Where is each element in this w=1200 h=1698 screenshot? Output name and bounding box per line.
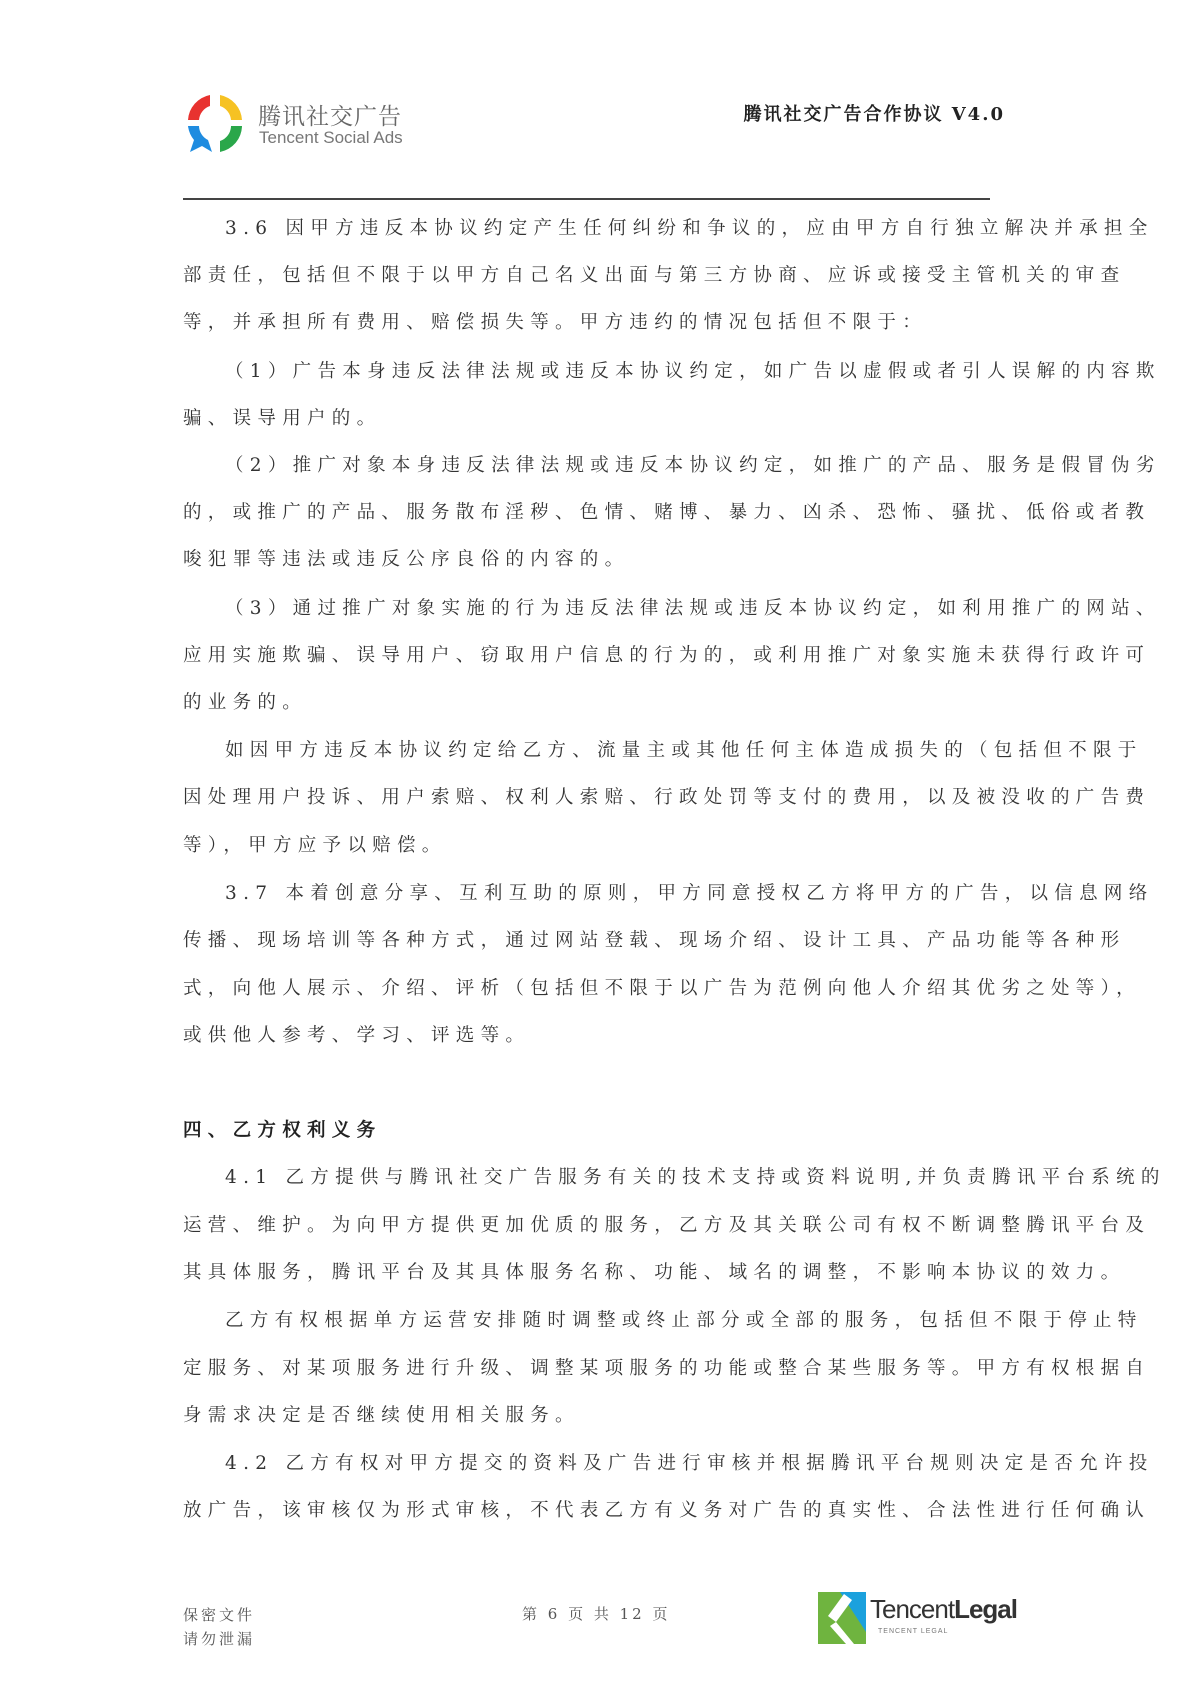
text-line: 4.1 乙方提供与腾讯社交广告服务有关的技术支持或资料说明,并负责腾讯平台系统的	[225, 1167, 1166, 1188]
tencent-legal-subtitle: TENCENT LEGAL	[878, 1628, 949, 1635]
text-line: 运营、维护。为向甲方提供更加优质的服务，乙方及其关联公司有权不断调整腾讯平台及	[183, 1215, 1151, 1236]
brand-name-cn: 腾讯社交广告	[258, 104, 402, 130]
text-line: 放广告，该审核仅为形式审核，不代表乙方有义务对广告的真实性、合法性进行任何确认	[183, 1500, 1151, 1521]
confidential-line-1: 保密文件	[183, 1606, 256, 1624]
section-heading: 四、乙方权利义务	[183, 1120, 382, 1141]
text-line: 3.6 因甲方违反本协议约定产生任何纠纷和争议的，应由甲方自行独立解决并承担全	[225, 218, 1154, 239]
text-line: 骗、误导用户的。	[183, 408, 382, 429]
text-line: 等），甲方应予以赔偿。	[183, 835, 447, 856]
tencent-legal-logo	[818, 1592, 1028, 1648]
page-number: 第 6 页 共 12 页	[522, 1605, 671, 1623]
text-line: 的业务的。	[183, 692, 308, 713]
wordmark-bold: Legal	[954, 1594, 1017, 1624]
text-line: 乙方有权根据单方运营安排随时调整或终止部分或全部的服务，包括但不限于停止特	[225, 1310, 1143, 1331]
text-line: 或供他人参考、学习、评选等。	[183, 1025, 531, 1046]
text-line: 等，并承担所有费用、赔偿损失等。甲方违约的情况包括但不限于：	[183, 312, 928, 333]
text-line: 定服务、对某项服务进行升级、调整某项服务的功能或整合某些服务等。甲方有权根据自	[183, 1358, 1151, 1379]
text-line: 4.2 乙方有权对甲方提交的资料及广告进行审核并根据腾讯平台规则决定是否允许投	[225, 1453, 1154, 1474]
tencent-social-ads-logo-icon	[182, 90, 248, 156]
text-line: （1）广告本身违反法律法规或违反本协议约定，如广告以虚假或者引人误解的内容欺	[225, 361, 1161, 382]
text-line: 部责任，包括但不限于以甲方自己名义出面与第三方协商、应诉或接受主管机关的审查	[183, 265, 1126, 286]
text-line: 3.7 本着创意分享、互利互助的原则，甲方同意授权乙方将甲方的广告，以信息网络	[225, 883, 1154, 904]
wordmark-light: Tencent	[870, 1594, 955, 1624]
tencent-legal-wordmark	[870, 1594, 1017, 1625]
text-line: 应用实施欺骗、误导用户、窃取用户信息的行为的，或利用推广对象实施未获得行政许可	[183, 645, 1151, 666]
text-line: 因处理用户投诉、用户索赔、权利人索赔、行政处罚等支付的费用，以及被没收的广告费	[183, 787, 1151, 808]
text-line: 传播、现场培训等各种方式，通过网站登载、现场介绍、设计工具、产品功能等各种形	[183, 930, 1126, 951]
text-line: 式，向他人展示、介绍、评析（包括但不限于以广告为范例向他人介绍其优劣之处等），	[183, 978, 1141, 999]
confidential-notice	[183, 1603, 255, 1651]
text-line: 的，或推广的产品、服务散布淫秽、色情、赌博、暴力、凶杀、恐怖、骚扰、低俗或者教	[183, 502, 1151, 523]
text-line: 其具体服务，腾讯平台及其具体服务名称、功能、域名的调整，不影响本协议的效力。	[183, 1262, 1126, 1283]
text-line: 唆犯罪等违法或违反公序良俗的内容的。	[183, 549, 630, 570]
brand-name-en: Tencent Social Ads	[259, 128, 403, 147]
header-divider	[183, 198, 990, 200]
text-line: 身需求决定是否继续使用相关服务。	[183, 1405, 580, 1426]
text-line: 如因甲方违反本协议约定给乙方、流量主或其他任何主体造成损失的（包括但不限于	[225, 740, 1143, 761]
tencent-legal-mark-icon	[818, 1592, 866, 1644]
confidential-line-2: 请勿泄漏	[183, 1630, 256, 1648]
text-line: （2）推广对象本身违反法律法规或违反本协议约定，如推广的产品、服务是假冒伪劣	[225, 455, 1161, 476]
document-title: 腾讯社交广告合作协议 V4.0	[743, 104, 1005, 125]
text-line: （3）通过推广对象实施的行为违反法律法规或违反本协议约定，如利用推广的网站、	[225, 598, 1161, 619]
